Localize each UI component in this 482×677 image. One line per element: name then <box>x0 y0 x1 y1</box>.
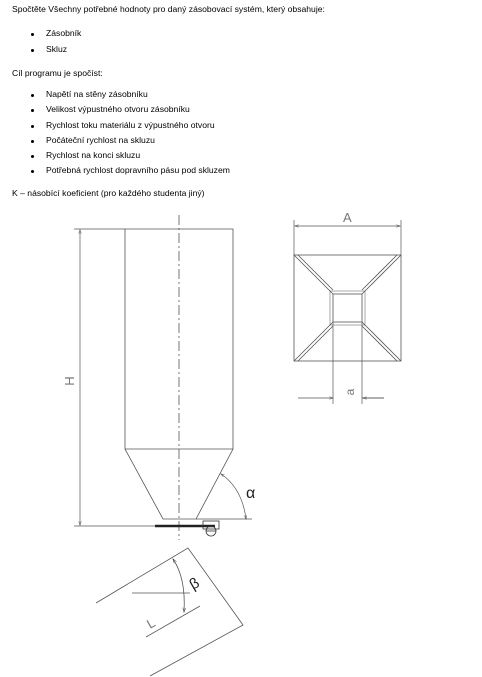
beta-arc <box>173 559 184 612</box>
label-A: A <box>343 210 352 225</box>
list-item: Rychlost na konci skluzu <box>46 150 141 160</box>
list-item: Napětí na stěny zásobníku <box>46 89 148 99</box>
chute-view <box>96 548 243 676</box>
list-item: Potřebná rychlost dopravního pásu pod skluzem <box>46 165 230 175</box>
goal-heading: Cíl programu je spočíst: <box>12 68 103 78</box>
silo-top-view <box>294 255 401 361</box>
outlet-dimension-a <box>298 322 384 404</box>
label-beta: β <box>186 574 203 594</box>
top-outlet-square <box>333 294 362 322</box>
list-item: Rychlost toku materiálu z výpustného otvoru <box>46 120 215 130</box>
list-item: Počáteční rychlost na skluzu <box>46 135 155 145</box>
alpha-angle <box>196 474 252 519</box>
silo-front-view <box>125 215 233 540</box>
k-coefficient-note: K – násobící koeficient (pro každého studenta jiný) <box>12 188 205 198</box>
label-L: L <box>144 614 158 632</box>
label-a: a <box>343 388 357 396</box>
intro-text: Spočtěte Všechny potřebné hodnoty pro daný zásobovací systém, který obsahuje: <box>12 4 325 14</box>
list-item: Skluz <box>46 44 68 54</box>
width-dimension-A <box>294 220 401 255</box>
label-alpha: α <box>246 485 256 502</box>
label-H: H <box>62 376 77 386</box>
chute-outline <box>96 548 243 676</box>
list-item: Velikost výpustného otvoru zásobníku <box>46 104 190 114</box>
list-item: Zásobník <box>46 28 82 38</box>
